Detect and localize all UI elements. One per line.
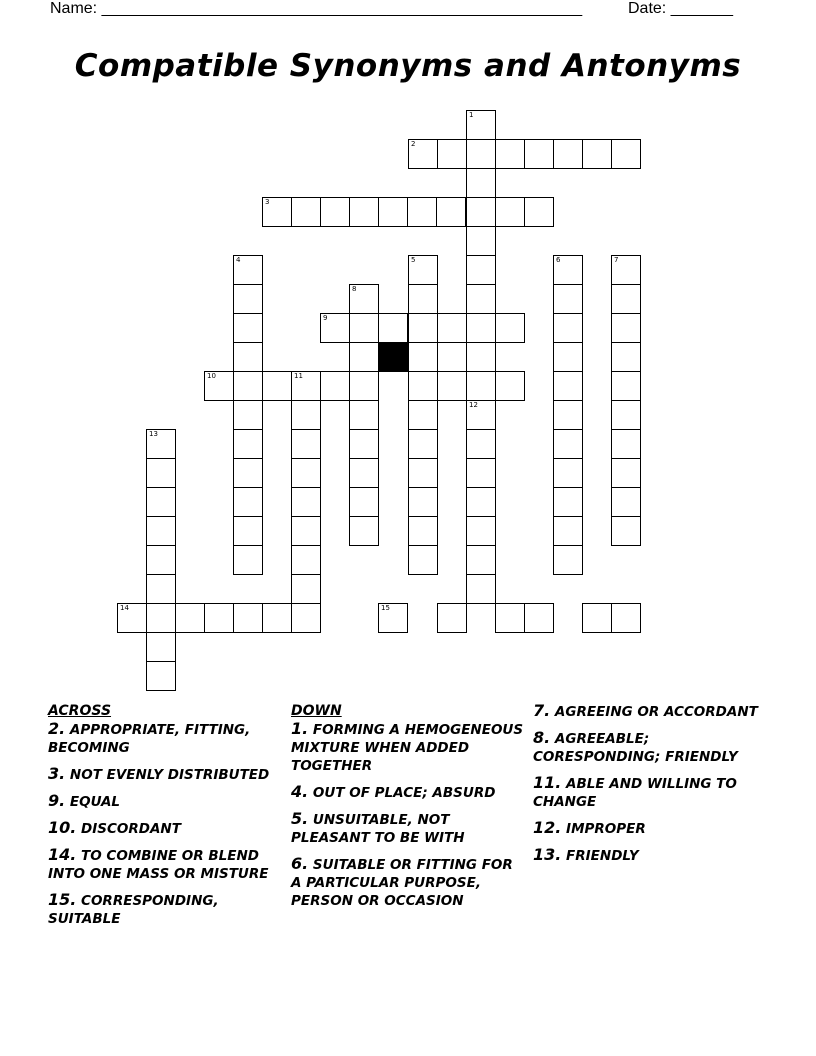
grid-cell[interactable] xyxy=(611,371,641,401)
grid-cell[interactable] xyxy=(495,603,525,633)
grid-cell[interactable] xyxy=(466,197,496,227)
grid-cell[interactable] xyxy=(349,313,379,343)
clue-down-12: 12. IMPROPER xyxy=(533,818,646,837)
grid-cell[interactable] xyxy=(233,313,263,343)
grid-cell[interactable] xyxy=(233,487,263,517)
grid-cell[interactable] xyxy=(408,516,438,546)
clue-number: 13 xyxy=(149,430,158,438)
grid-cell[interactable] xyxy=(553,516,583,546)
across-clues xyxy=(48,702,284,936)
grid-cell[interactable] xyxy=(349,400,379,430)
grid-cell[interactable] xyxy=(262,197,292,227)
clue-across-10: 10. DISCORDANT xyxy=(48,818,181,837)
grid-cell[interactable] xyxy=(436,197,466,227)
grid-cell[interactable] xyxy=(408,284,438,314)
grid-cell[interactable] xyxy=(146,458,176,488)
grid-cell[interactable] xyxy=(553,139,583,169)
grid-cell[interactable] xyxy=(466,371,496,401)
grid-cell[interactable] xyxy=(349,487,379,517)
grid-cell[interactable] xyxy=(408,139,438,169)
grid-cell[interactable] xyxy=(349,284,379,314)
grid-cell[interactable] xyxy=(204,603,234,633)
grid-cell[interactable] xyxy=(553,255,583,285)
clue-number: 4 xyxy=(236,256,241,264)
grid-cell[interactable] xyxy=(611,516,641,546)
grid-cell[interactable] xyxy=(320,197,350,227)
grid-cell[interactable] xyxy=(582,603,612,633)
grid-cell[interactable] xyxy=(233,342,263,372)
grid-cell[interactable] xyxy=(291,371,321,401)
grid-cell[interactable] xyxy=(466,545,496,575)
grid-cell[interactable] xyxy=(233,458,263,488)
grid-cell[interactable] xyxy=(291,400,321,430)
grid-cell[interactable] xyxy=(524,197,554,227)
grid-cell[interactable] xyxy=(611,429,641,459)
grid-cell[interactable] xyxy=(611,342,641,372)
down-clues-continued xyxy=(533,702,773,873)
down-heading: DOWN xyxy=(291,703,342,719)
grid-cell[interactable] xyxy=(233,603,263,633)
grid-cell[interactable] xyxy=(146,603,176,633)
clue-down-6: 6. SUITABLE OR FITTING FOR A PARTICULAR PURPOSE, PERSON OR OCCASION xyxy=(291,854,513,909)
grid-cell[interactable] xyxy=(378,197,408,227)
grid-cell[interactable] xyxy=(437,603,467,633)
grid-cell[interactable] xyxy=(349,342,379,372)
grid-cell[interactable] xyxy=(553,458,583,488)
clue-across-2: 2. APPROPRIATE, FITTING, BECOMING xyxy=(48,719,251,756)
grid-cell[interactable] xyxy=(611,400,641,430)
grid-cell[interactable] xyxy=(437,371,467,401)
grid-cell[interactable] xyxy=(233,371,263,401)
grid-cell[interactable] xyxy=(320,313,350,343)
grid-cell[interactable] xyxy=(408,255,438,285)
grid-cell[interactable] xyxy=(553,342,583,372)
clue-number: 1 xyxy=(469,111,474,119)
clue-across-3: 3. NOT EVENLY DISTRIBUTED xyxy=(48,764,270,783)
grid-cell[interactable] xyxy=(233,255,263,285)
grid-cell[interactable] xyxy=(466,255,496,285)
grid-cell[interactable] xyxy=(407,197,437,227)
grid-cell[interactable] xyxy=(146,487,176,517)
grid-cell[interactable] xyxy=(466,574,496,604)
clue-number: 10 xyxy=(207,372,216,380)
grid-cell[interactable] xyxy=(611,603,641,633)
grid-cell[interactable] xyxy=(408,487,438,517)
grid-cell[interactable] xyxy=(291,458,321,488)
grid-cell[interactable] xyxy=(553,429,583,459)
grid-cell[interactable] xyxy=(349,197,379,227)
grid-cell[interactable] xyxy=(553,284,583,314)
grid-cell[interactable] xyxy=(466,226,496,256)
date-field[interactable]: Date: _______ xyxy=(628,0,733,17)
grid-cell[interactable] xyxy=(262,371,292,401)
grid-cell[interactable] xyxy=(291,197,321,227)
grid-cell[interactable] xyxy=(524,139,554,169)
grid-cell[interactable] xyxy=(146,429,176,459)
grid-cell[interactable] xyxy=(175,603,205,633)
grid-cell[interactable] xyxy=(233,516,263,546)
grid-cell[interactable] xyxy=(553,487,583,517)
clue-down-8: 8. AGREEABLE; CORESPONDING; FRIENDLY xyxy=(533,728,738,765)
grid-cell[interactable] xyxy=(466,313,496,343)
grid-cell[interactable] xyxy=(291,487,321,517)
clue-number: 9 xyxy=(323,314,328,322)
grid-cell[interactable] xyxy=(349,429,379,459)
grid-cell[interactable] xyxy=(611,458,641,488)
grid-cell[interactable] xyxy=(495,313,525,343)
grid-cell[interactable] xyxy=(466,284,496,314)
grid-cell[interactable] xyxy=(408,429,438,459)
grid-cell[interactable] xyxy=(291,603,321,633)
grid-cell[interactable] xyxy=(146,545,176,575)
grid-cell[interactable] xyxy=(611,255,641,285)
grid-cell[interactable] xyxy=(611,139,641,169)
grid-cell[interactable] xyxy=(146,516,176,546)
clue-across-9: 9. EQUAL xyxy=(48,791,121,810)
grid-cell[interactable] xyxy=(146,632,176,662)
grid-cell[interactable] xyxy=(349,516,379,546)
grid-cell[interactable] xyxy=(233,429,263,459)
grid-cell[interactable] xyxy=(495,371,525,401)
grid-cell[interactable] xyxy=(582,139,612,169)
grid-cell[interactable] xyxy=(146,661,176,691)
clue-number: 3 xyxy=(265,198,270,206)
black-cell xyxy=(378,342,408,372)
grid-cell[interactable] xyxy=(233,545,263,575)
clue-number: 15 xyxy=(381,604,390,612)
name-field[interactable]: Name: ______________________________________________________ xyxy=(50,0,583,17)
grid-cell[interactable] xyxy=(553,545,583,575)
grid-cell[interactable] xyxy=(495,197,525,227)
clue-across-15: 15. CORRESPONDING, SUITABLE xyxy=(48,890,219,927)
grid-cell[interactable] xyxy=(553,313,583,343)
clue-number: 11 xyxy=(294,372,303,380)
grid-cell[interactable] xyxy=(466,110,496,140)
clue-number: 12 xyxy=(469,401,478,409)
clue-number: 5 xyxy=(411,256,416,264)
grid-cell[interactable] xyxy=(291,429,321,459)
across-heading: ACROSS xyxy=(48,703,112,719)
grid-cell[interactable] xyxy=(466,342,496,372)
grid-cell[interactable] xyxy=(495,139,525,169)
clue-down-5: 5. UNSUITABLE, NOT PLEASANT TO BE WITH xyxy=(291,809,465,846)
clue-number: 2 xyxy=(411,140,416,148)
grid-cell[interactable] xyxy=(233,284,263,314)
grid-cell[interactable] xyxy=(524,603,554,633)
grid-cell[interactable] xyxy=(146,574,176,604)
down-clues xyxy=(291,702,527,918)
grid-cell[interactable] xyxy=(466,429,496,459)
clue-down-13: 13. FRIENDLY xyxy=(533,845,639,864)
grid-cell[interactable] xyxy=(466,400,496,430)
grid-cell[interactable] xyxy=(466,458,496,488)
grid-cell[interactable] xyxy=(233,400,263,430)
grid-cell[interactable] xyxy=(204,371,234,401)
grid-cell[interactable] xyxy=(466,139,496,169)
grid-cell[interactable] xyxy=(466,516,496,546)
grid-cell[interactable] xyxy=(117,603,147,633)
clue-number: 7 xyxy=(614,256,619,264)
grid-cell[interactable] xyxy=(408,545,438,575)
clue-down-1: 1. FORMING A HEMOGENEOUS MIXTURE WHEN ADDED TOGETHER xyxy=(291,719,524,774)
page-title: Compatible Synonyms and Antonyms xyxy=(74,48,742,84)
clue-number: 14 xyxy=(120,604,129,612)
clue-down-7: 7. AGREEING OR ACCORDANT xyxy=(533,701,758,720)
grid-cell[interactable] xyxy=(466,487,496,517)
grid-cell[interactable] xyxy=(408,371,438,401)
grid-cell[interactable] xyxy=(378,603,408,633)
grid-cell[interactable] xyxy=(408,313,438,343)
grid-cell[interactable] xyxy=(437,313,467,343)
grid-cell[interactable] xyxy=(611,313,641,343)
grid-cell[interactable] xyxy=(553,371,583,401)
grid-cell[interactable] xyxy=(378,313,408,343)
grid-cell[interactable] xyxy=(553,400,583,430)
grid-cell[interactable] xyxy=(437,139,467,169)
grid-cell[interactable] xyxy=(408,458,438,488)
grid-cell[interactable] xyxy=(611,284,641,314)
grid-cell[interactable] xyxy=(408,342,438,372)
grid-cell[interactable] xyxy=(466,168,496,198)
clue-number: 8 xyxy=(352,285,357,293)
grid-cell[interactable] xyxy=(611,487,641,517)
grid-cell[interactable] xyxy=(291,516,321,546)
clue-across-14: 14. TO COMBINE OR BLEND INTO ONE MASS OR MISTURE xyxy=(48,845,269,882)
grid-cell[interactable] xyxy=(349,458,379,488)
clue-down-11: 11. ABLE AND WILLING TO CHANGE xyxy=(533,773,737,810)
grid-cell[interactable] xyxy=(349,371,379,401)
clue-down-4: 4. OUT OF PLACE; ABSURD xyxy=(291,782,496,801)
grid-cell[interactable] xyxy=(408,400,438,430)
grid-cell[interactable] xyxy=(291,574,321,604)
grid-cell[interactable] xyxy=(262,603,292,633)
clue-number: 6 xyxy=(556,256,561,264)
grid-cell[interactable] xyxy=(320,371,350,401)
grid-cell[interactable] xyxy=(291,545,321,575)
